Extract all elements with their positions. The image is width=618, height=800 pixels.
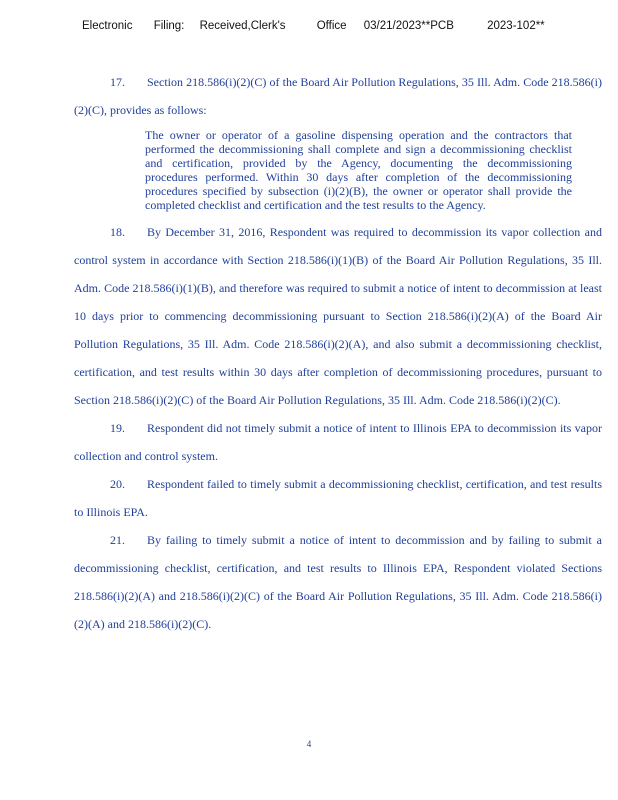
block-quote: The owner or operator of a gasoline dispensing operation and the contractors that performed the decommissioning shall complete and sign a decommissioning checklist and certification, provided by the Agency, documenting the decommissioning procedures performed. Within 30 days after completion of the decommissioning procedures specified by subsection (i)(2)(B), the owner or operator shall provide the completed checklist and certification and the test results to the Agency.: [145, 128, 572, 212]
header-electronic: Electronic: [82, 20, 133, 32]
paragraph-text: Section 218.586(i)(2)(C) of the Board Air Pollution Regulations, 35 Ill. Adm. Code 218.586(i)(2)(C), provides as follows:: [74, 75, 602, 117]
paragraph-19: [74, 414, 602, 470]
document-body: [74, 68, 602, 638]
header-date: 03/21/2023**PCB: [363, 20, 454, 32]
header-filing: Filing:: [153, 20, 185, 32]
paragraph-17: [74, 68, 602, 124]
filing-header: [82, 20, 598, 32]
paragraph-number: 19.: [110, 421, 125, 435]
paragraph-20: [74, 470, 602, 526]
paragraph-18: [74, 218, 602, 414]
paragraph-number: 17.: [110, 75, 125, 89]
header-office: Office: [316, 20, 347, 32]
paragraph-number: 21.: [110, 533, 125, 547]
header-case: 2023-102**: [487, 20, 545, 32]
paragraph-text: By failing to timely submit a notice of intent to decommission and by failing to submit a decommissioning checklist, certification, and test results to Illinois EPA, Respondent violated Sections 218.586(i)(2)(A) and 218.586(i)(2)(C) of the Board Air Pollution Regulations, 35 Ill. Adm. Code 218.586(i)(2)(A) and 218.586(i)(2)(C).: [74, 533, 602, 631]
paragraph-text: Respondent did not timely submit a notice of intent to Illinois EPA to decommission its vapor collection and control system.: [74, 421, 602, 463]
paragraph-21: [74, 526, 602, 638]
paragraph-number: 18.: [110, 225, 125, 239]
page-number: 4: [306, 739, 312, 749]
paragraph-number: 20.: [110, 477, 125, 491]
paragraph-text: Respondent failed to timely submit a decommissioning checklist, certification, and test results to Illinois EPA.: [74, 477, 602, 519]
paragraph-text: By December 31, 2016, Respondent was required to decommission its vapor collection and control system in accordance with Section 218.586(i)(1)(B) of the Board Air Pollution Regulations, 35 Ill. Adm. Code 218.586(i)(1)(B), and therefore was required to submit a notice of intent to decommission at least 10 days prior to commencing decommissioning pursuant to Section 218.586(i)(2)(A) of the Board Air Pollution Regulations, 35 Ill. Adm. Code 218.586(i)(2)(A), and also submit a decommissioning checklist, certification, and test results within 30 days after completion of decommissioning procedures, pursuant to Section 218.586(i)(2)(C) of the Board Air Pollution Regulations, 35 Ill. Adm. Code 218.586(i)(2)(C).: [74, 225, 602, 407]
header-received: Received,Clerk's: [199, 20, 286, 32]
